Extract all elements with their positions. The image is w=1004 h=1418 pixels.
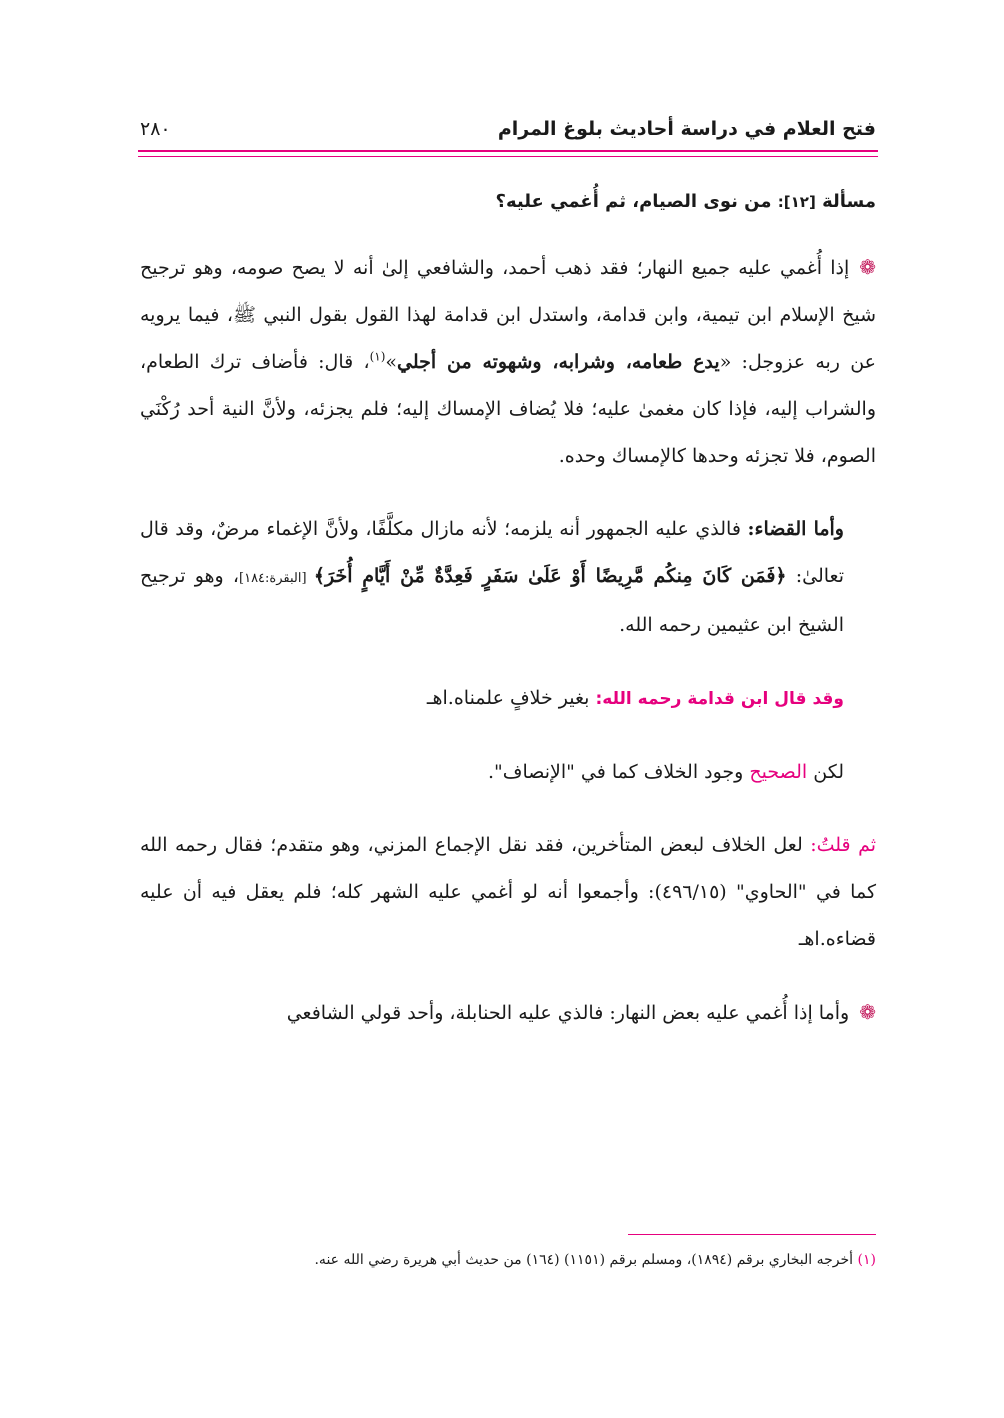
para2-text-b: ، وهو ترجيح الشيخ ابن عثيمين رحمه الله. <box>140 565 844 636</box>
paragraph-3 <box>140 822 876 963</box>
page-header <box>140 112 876 146</box>
spacer <box>140 796 876 822</box>
page-body <box>140 178 876 1037</box>
verse-reference: [البقرة:١٨٤] <box>239 571 314 586</box>
book-title: فتح العلام في دراسة أحاديث بلوغ المرام <box>497 118 876 140</box>
section-heading <box>140 178 876 226</box>
para3-lead: ثم قلتُ: <box>810 834 877 856</box>
quote-lead: وقد قال ابن قدامة رحمه الله: <box>595 689 844 709</box>
footnote-number: (١) <box>857 1252 876 1268</box>
paragraph-2 <box>140 506 876 649</box>
header-rule-thick <box>138 150 878 152</box>
para2-lead: وأما القضاء: <box>747 518 844 540</box>
header-rule-thin <box>138 156 878 157</box>
correction-text-b: وجود الخلاف كما في "الإنصاف". <box>488 761 750 783</box>
section-number: [١٢]: <box>777 193 816 211</box>
correction-paragraph <box>140 749 876 796</box>
correction-text-a: لكن <box>807 761 844 783</box>
hadith-quote: يدع طعامه، وشرابه، وشهوته من أجلي <box>397 351 720 373</box>
quran-verse: ﴿فَمَن كَانَ مِنكُم مَّرِيضًا أَوْ عَلَىٰ سَفَرٍ فَعِدَّةٌ مِّنْ أَيَّامٍ أُخَرَ﴾ <box>313 565 787 587</box>
footnote-reference[interactable]: (١) <box>369 349 386 364</box>
hadith-close: » <box>385 351 398 373</box>
para1-text-a: إذا أُغمي عليه جميع النهار؛ فقد ذهب أحمد، والشافعي إلىٰ أنه لا يصح صومه، وهو ترجيح شيخ الإسلام ابن تيمية، وابن قدامة، واستدل ابن قدامة لهذا القول بقول النبي ﷺ، فيما يرويه عن ربه عزوجل: « <box>140 257 877 373</box>
footnote-text: أخرجه البخاري برقم (١٨٩٤)، ومسلم برقم (١١٥١) (١٦٤) من حديث أبي هريرة رضي الله عنه. <box>314 1252 858 1268</box>
page-number: ٢٨٠ <box>140 118 171 140</box>
para4-text: وأما إذا أُغمي عليه بعض النهار: فالذي عليه الحنابلة، وأحد قولي الشافعي <box>286 1002 850 1024</box>
flower-bullet-icon: ❁ <box>859 1000 876 1024</box>
para3-text: لعل الخلاف لبعض المتأخرين، فقد نقل الإجماع المزني، وهو متقدم؛ فقال رحمه الله كما في "الحاوي" (٤٩٦/١٥): وأجمعوا أنه لو أغمي عليه الشهر كله؛ فلم يعقل فيه أن عليه قضاءه.اهـ <box>140 834 876 950</box>
section-question: من نوى الصيام، ثم أُغمي عليه؟ <box>495 191 772 212</box>
spacer <box>140 723 876 749</box>
spacer <box>140 963 876 989</box>
paragraph-4 <box>140 989 876 1037</box>
quote-paragraph <box>140 675 876 723</box>
para2-text-a: فالذي عليه الجمهور أنه يلزمه؛ لأنه مازال مكلَّفًا، ولأنَّ الإغماء مرضٌ، وقد قال تعالىٰ: <box>140 518 845 587</box>
correction-highlight: الصحيح <box>749 761 808 783</box>
spacer <box>140 649 876 675</box>
footnote <box>140 1248 876 1272</box>
flower-bullet-icon: ❁ <box>859 255 876 279</box>
para1-text-b: ، قال: فأضاف ترك الطعام، والشراب إليه، فإذا كان مغمىٰ عليه؛ فلا يُضاف الإمساك إليه؛ فلم يجزئه، ولأنَّ النية أحد رُكْنَي الصوم، فلا تجزئه وحدها كالإمساك وحده. <box>140 351 876 467</box>
quote-text: بغير خلافٍ علمناه.اهـ <box>426 687 596 709</box>
paragraph-1 <box>140 244 876 480</box>
section-label: مسألة <box>822 191 876 212</box>
spacer <box>140 480 876 506</box>
footnote-rule <box>628 1234 876 1235</box>
